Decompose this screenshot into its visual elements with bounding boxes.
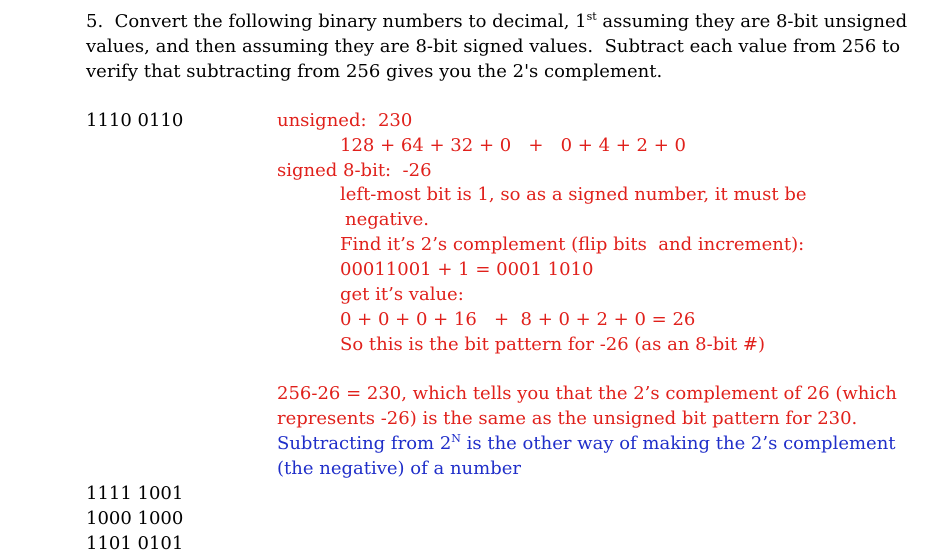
question-line-1-pre: 5. Convert the following binary numbers to decimal, 1	[86, 11, 587, 32]
answer-signed-line-4: 00011001 + 1 = 0001 1010	[340, 259, 594, 280]
question-line-1	[86, 9, 907, 34]
answer-summary-line-2: represents -26) is the same as the unsigned bit pattern for 230.	[277, 408, 858, 429]
question-line-1-post: assuming they are 8-bit unsigned	[596, 11, 908, 32]
note-line-1-post: is the other way of making the 2’s complement	[460, 433, 896, 454]
binary-number-1: 1110 0110	[86, 110, 184, 131]
answer-signed-label: signed 8-bit: -26	[277, 160, 432, 181]
answer-unsigned-label: unsigned: 230	[277, 110, 413, 131]
answer-summary-line-1: 256-26 = 230, which tells you that the 2’s complement of 26 (which	[277, 383, 897, 404]
question-line-2: values, and then assuming they are 8-bit signed values. Subtract each value from 256 to	[86, 36, 901, 57]
answer-signed-line-7: So this is the bit pattern for -26 (as an 8-bit #)	[340, 334, 766, 355]
superscript-n: N	[451, 432, 461, 445]
superscript-st: st	[586, 10, 597, 23]
answer-signed-line-2: negative.	[345, 209, 430, 230]
binary-number-4: 1101 0101	[86, 533, 184, 554]
note-line-1-pre: Subtracting from 2	[277, 433, 452, 454]
note-line-2: (the negative) of a number	[277, 458, 521, 479]
note-line-1	[277, 431, 896, 456]
binary-number-2: 1111 1001	[86, 483, 184, 504]
answer-signed-line-1: left-most bit is 1, so as a signed number, it must be	[340, 184, 807, 205]
answer-signed-line-3: Find it’s 2’s complement (flip bits and increment):	[340, 234, 805, 255]
answer-signed-line-6: 0 + 0 + 0 + 16 + 8 + 0 + 2 + 0 = 26	[340, 309, 696, 330]
binary-number-3: 1000 1000	[86, 508, 184, 529]
question-line-3: verify that subtracting from 256 gives you the 2's complement.	[86, 61, 663, 82]
answer-unsigned-expansion: 128 + 64 + 32 + 0 + 0 + 4 + 2 + 0	[340, 135, 686, 156]
answer-signed-line-5: get it’s value:	[340, 284, 464, 305]
